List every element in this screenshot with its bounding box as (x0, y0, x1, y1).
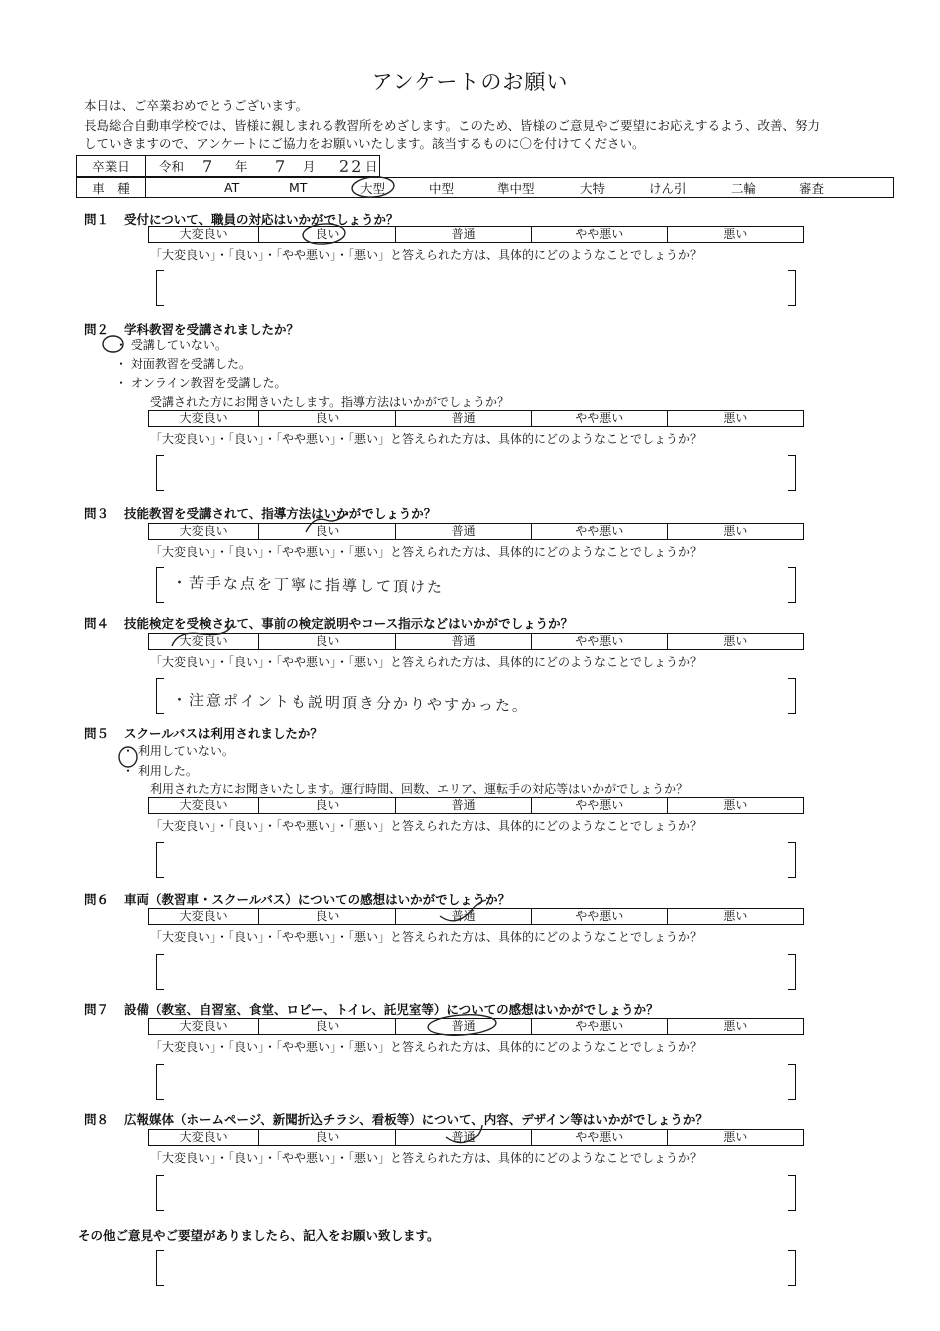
answer-field-q6[interactable] (170, 956, 780, 988)
rating-average[interactable]: 普通 (396, 909, 531, 924)
rating-somewhat-bad[interactable]: やや悪い (532, 227, 668, 242)
month-unit: 月 (303, 159, 316, 174)
answer-field-q8[interactable] (170, 1177, 780, 1209)
answer-bracket-left (156, 455, 164, 491)
rating-row-q8 (148, 1129, 804, 1146)
rating-bad[interactable]: 悪い (723, 798, 748, 812)
answer-bracket-right (788, 954, 796, 990)
prompt-q6: 「大変良い」・「良い」・「やや悪い」・「悪い」と答えられた方は、具体的にどのようなことでしょうか？ (150, 930, 703, 944)
rating-row-q4 (148, 633, 804, 650)
day-unit: 日 (365, 159, 378, 174)
rating-average[interactable]: 普通 (396, 634, 531, 649)
rating-very-good[interactable]: 大変良い (149, 1130, 259, 1145)
graduation-month-value[interactable]: 7 (274, 156, 288, 176)
vehicle-option-semi-medium[interactable]: 準中型 (497, 180, 535, 196)
rating-good[interactable]: 良い (259, 909, 396, 924)
answer-text-q3[interactable]: ・苦手な点を丁寧に指導して頂けた (171, 573, 445, 597)
rating-row-q3 (148, 523, 804, 540)
q2-option-not-taken[interactable]: ・ 受講していない。 (115, 338, 227, 352)
answer-bracket-left (156, 842, 164, 878)
answer-field-q7[interactable] (170, 1066, 780, 1098)
answer-bracket-right (788, 842, 796, 878)
answer-bracket-left (156, 270, 164, 306)
answer-bracket-right (788, 455, 796, 491)
answer-bracket-right (788, 678, 796, 714)
intro-line-3: していきますので、アンケートにご協力をお願いいたします。該当するものに〇を付けてください。 (84, 136, 645, 151)
intro-line-1: 本日は、ご卒業おめでとうございます。 (84, 98, 309, 113)
answer-field-other[interactable] (170, 1252, 780, 1286)
rating-row-q7 (148, 1018, 804, 1035)
rating-good[interactable]: 良い (259, 798, 396, 813)
rating-average[interactable]: 普通 (396, 798, 531, 813)
rating-bad[interactable]: 悪い (723, 524, 748, 538)
intro-line-2: 長島総合自動車学校では、皆様に親しまれる教習所をめざします。このため、皆様のご意見やご要望にお応えするよう、改善、努力 (84, 118, 821, 133)
q5-sub-question: 利用された方にお聞きいたします。運行時間、回数、エリア、運転手の対応等はいかがでしょうか？ (150, 782, 689, 796)
question-8: 問８ 広報媒体（ホームページ、新聞折込チラシ、看板等）について、内容、デザイン等はいかがでしょうか？ (84, 1112, 708, 1127)
question-4: 問４ 技能検定を受検されて、事前の検定説明やコース指示などはいかがでしょうか？ (84, 616, 574, 631)
answer-bracket-left (156, 1175, 164, 1211)
rating-good[interactable]: 良い (259, 227, 396, 242)
vehicle-option-at[interactable]: AT (224, 180, 240, 195)
year-unit: 年 (235, 159, 248, 174)
question-2: 問２ 学科教習を受講されましたか？ (84, 322, 300, 337)
prompt-q8: 「大変良い」・「良い」・「やや悪い」・「悪い」と答えられた方は、具体的にどのようなことでしょうか？ (150, 1151, 703, 1165)
rating-good[interactable]: 良い (259, 411, 396, 426)
rating-somewhat-bad[interactable]: やや悪い (532, 411, 668, 426)
rating-somewhat-bad[interactable]: やや悪い (532, 1130, 668, 1145)
prompt-q5: 「大変良い」・「良い」・「やや悪い」・「悪い」と答えられた方は、具体的にどのようなことでしょうか？ (150, 819, 703, 833)
question-6: 問６ 車両（教習車・スクールバス）についての感想はいかがでしょうか？ (84, 892, 511, 907)
answer-bracket-right (788, 1064, 796, 1100)
rating-bad[interactable]: 悪い (723, 227, 748, 241)
prompt-q2: 「大変良い」・「良い」・「やや悪い」・「悪い」と答えられた方は、具体的にどのようなことでしょうか？ (150, 432, 703, 446)
page-title: アンケートのお願い (371, 70, 569, 94)
rating-bad[interactable]: 悪い (723, 1130, 748, 1144)
answer-field-q1[interactable] (170, 272, 780, 304)
question-3: 問３ 技能教習を受講されて、指導方法はいかがでしょうか？ (84, 506, 437, 521)
q2-option-in-person[interactable]: ・ 対面教習を受講した。 (115, 357, 251, 371)
rating-somewhat-bad[interactable]: やや悪い (532, 1019, 668, 1034)
answer-bracket-right (788, 1175, 796, 1211)
rating-row-q6 (148, 908, 804, 925)
rating-very-good[interactable]: 大変良い (149, 411, 259, 426)
rating-very-good[interactable]: 大変良い (149, 909, 259, 924)
answer-bracket-right (788, 1250, 796, 1286)
graduation-date-label: 卒業日 (77, 156, 146, 176)
question-7: 問７ 設備（教室、自習室、食堂、ロビー、トイレ、託児室等）についての感想はいかがでしょうか？ (84, 1002, 659, 1017)
rating-somewhat-bad[interactable]: やや悪い (532, 798, 668, 813)
vehicle-type-label: 車 種 (77, 178, 146, 197)
vehicle-option-motorcycle[interactable]: 二輪 (731, 180, 757, 196)
answer-field-q5[interactable] (170, 844, 780, 876)
q2-sub-question: 受講された方にお聞きいたします。指導方法はいかがでしょうか？ (150, 395, 510, 409)
rating-somewhat-bad[interactable]: やや悪い (532, 524, 668, 539)
rating-good[interactable]: 良い (259, 634, 396, 649)
answer-bracket-left (156, 954, 164, 990)
rating-row-q5 (148, 797, 804, 814)
vehicle-option-mt[interactable]: MT (289, 180, 308, 195)
rating-average[interactable]: 普通 (396, 411, 531, 426)
graduation-year-value[interactable]: 7 (201, 156, 215, 176)
rating-bad[interactable]: 悪い (723, 411, 748, 425)
rating-very-good[interactable]: 大変良い (149, 227, 259, 242)
answer-bracket-left (156, 678, 164, 714)
answer-bracket-right (788, 567, 796, 603)
rating-good[interactable]: 良い (259, 524, 396, 539)
rating-good[interactable]: 良い (259, 1130, 396, 1145)
vehicle-type-box (76, 177, 894, 198)
vehicle-option-medium[interactable]: 中型 (429, 180, 455, 196)
answer-field-q2[interactable] (170, 457, 780, 489)
q5-option-used[interactable]: ・ 利用した。 (122, 764, 198, 778)
vehicle-option-special[interactable]: 大特 (580, 180, 606, 196)
prompt-q4: 「大変良い」・「良い」・「やや悪い」・「悪い」と答えられた方は、具体的にどのようなことでしょうか？ (150, 655, 703, 669)
prompt-q7: 「大変良い」・「良い」・「やや悪い」・「悪い」と答えられた方は、具体的にどのようなことでしょうか？ (150, 1040, 703, 1054)
era-label: 令和 (159, 159, 185, 174)
answer-bracket-left (156, 1250, 164, 1286)
vehicle-option-towing[interactable]: けん引 (649, 180, 687, 196)
question-5: 問５ スクールバスは利用されましたか？ (84, 726, 323, 741)
answer-bracket-right (788, 270, 796, 306)
rating-very-good[interactable]: 大変良い (149, 634, 259, 649)
rating-somewhat-bad[interactable]: やや悪い (532, 909, 668, 924)
answer-bracket-left (156, 1064, 164, 1100)
prompt-q1: 「大変良い」・「良い」・「やや悪い」・「悪い」と答えられた方は、具体的にどのようなことでしょうか？ (150, 248, 703, 262)
graduation-date-box (76, 155, 380, 177)
rating-bad[interactable]: 悪い (723, 1019, 748, 1033)
rating-very-good[interactable]: 大変良い (149, 798, 259, 813)
rating-row-q1 (148, 226, 804, 243)
vehicle-option-inspection[interactable]: 審査 (799, 180, 825, 196)
answer-text-q4[interactable]: ・注意ポイントも説明頂き分かりやすかった。 (171, 690, 530, 716)
rating-average[interactable]: 普通 (396, 1130, 531, 1145)
rating-bad[interactable]: 悪い (723, 634, 748, 648)
rating-row-q2 (148, 410, 804, 427)
rating-average[interactable]: 普通 (396, 1019, 531, 1034)
other-comments-heading: その他ご意見やご要望がありましたら、記入をお願い致します。 (78, 1228, 440, 1243)
rating-average[interactable]: 普通 (396, 524, 531, 539)
rating-bad[interactable]: 悪い (723, 909, 748, 923)
rating-very-good[interactable]: 大変良い (149, 1019, 259, 1034)
graduation-day-value[interactable]: 22 (338, 156, 364, 176)
answer-bracket-left (156, 567, 164, 603)
prompt-q3: 「大変良い」・「良い」・「やや悪い」・「悪い」と答えられた方は、具体的にどのようなことでしょうか？ (150, 545, 703, 559)
rating-somewhat-bad[interactable]: やや悪い (532, 634, 668, 649)
rating-good[interactable]: 良い (259, 1019, 396, 1034)
question-1: 問１ 受付について、職員の対応はいかがでしょうか？ (84, 212, 399, 227)
rating-average[interactable]: 普通 (396, 227, 531, 242)
vehicle-option-large[interactable]: 大型 (360, 180, 386, 196)
q5-option-not-used[interactable]: ・ 利用していない。 (122, 744, 234, 758)
q2-option-online[interactable]: ・ オンライン教習を受講した。 (115, 376, 287, 390)
rating-very-good[interactable]: 大変良い (149, 524, 259, 539)
